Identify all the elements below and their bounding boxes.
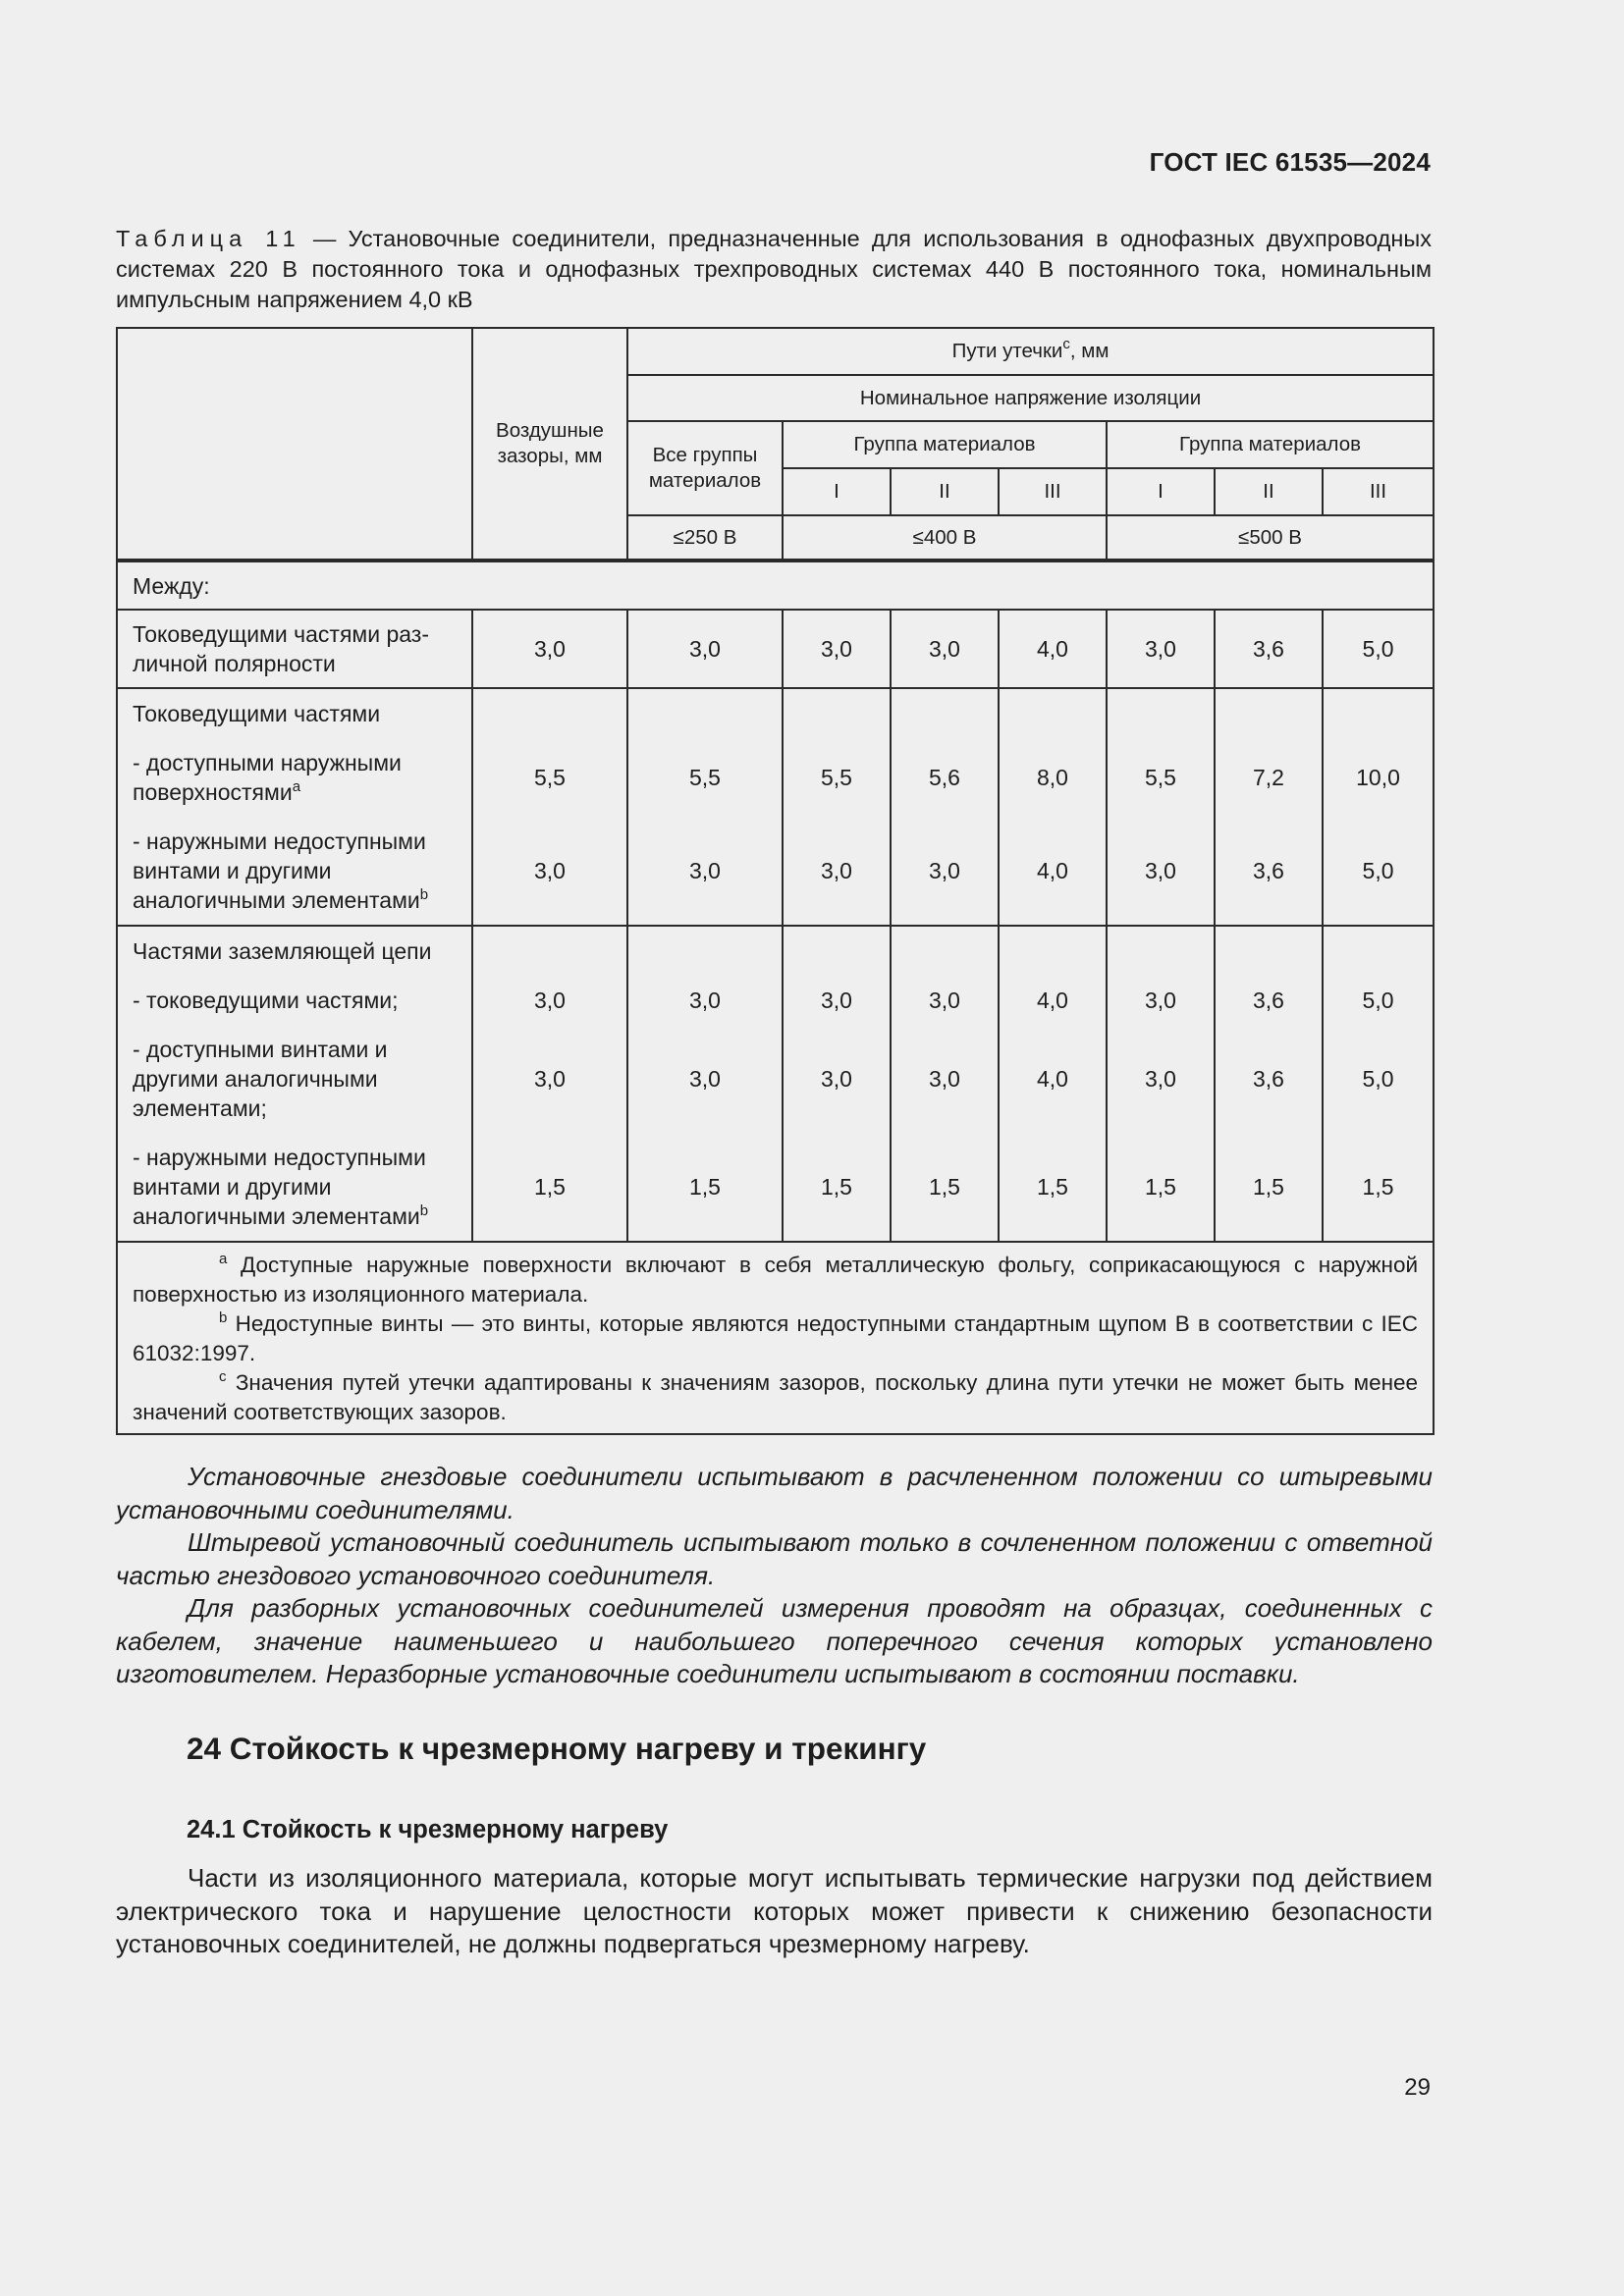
cell-value: 5,0 (1323, 610, 1434, 688)
header-roman-5: II (1215, 468, 1323, 515)
footnote-ref: b (419, 886, 429, 903)
cell-value: 3,0 (534, 858, 566, 883)
cell-value: 1,5 (1145, 1174, 1176, 1200)
value-stack (1107, 688, 1215, 926)
header-creepage-sup: c (1062, 336, 1070, 352)
row-label-polarity-l1: Токоведущими частями раз- (133, 621, 429, 647)
body-paragraph: Части из изоляционного материала, которые могут испытывать термические нагрузки под действием электрического тока и нарушение целостности которых может привести к снижению безопасности установочных соединителей, не должны подвергаться чрезмерному нагреву. (116, 1863, 1433, 1958)
cell-value: 3,6 (1253, 858, 1284, 883)
cell-value: 3,0 (821, 858, 852, 883)
header-creepage-unit: , мм (1069, 340, 1110, 362)
cell-value: 3,0 (929, 1066, 960, 1092)
cell-value: 3,0 (472, 610, 627, 688)
cell-value: 4,0 (1037, 1066, 1068, 1092)
sub-row-label-line: - наружными недоступными (133, 828, 426, 854)
value-stack (891, 688, 999, 926)
table-row-group (117, 926, 1434, 1242)
footnote-b (133, 1309, 1418, 1368)
sub-row-label-line: другими аналогичными (133, 1066, 378, 1092)
sub-row-label-line: поверхностями (133, 779, 293, 805)
value-stack (1215, 688, 1323, 926)
sub-row-label-line: винтами и другими (133, 1174, 332, 1200)
cell-value: 5,0 (1362, 1066, 1394, 1092)
cell-value: 4,0 (1037, 858, 1068, 883)
group-label-earthing (117, 926, 472, 1242)
body-text (116, 1862, 1433, 1961)
cell-value: 3,0 (783, 610, 891, 688)
footnote-a-text: Доступные наружные поверхности включают в себя металлическую фольгу, соприкасающуюся с наружной поверхностью из изоляционного материала. (133, 1253, 1419, 1307)
header-v250: ≤250 В (627, 515, 783, 561)
footnote-a (133, 1251, 1418, 1309)
cell-value: 1,5 (1037, 1174, 1068, 1200)
cell-value: 5,5 (689, 765, 721, 790)
row-label-polarity (117, 610, 472, 688)
header-roman-4: I (1107, 468, 1215, 515)
standard-code: ГОСТ IEC 61535—2024 (1149, 147, 1431, 177)
header-empty-cell (117, 328, 472, 561)
sub-row-label-line: винтами и другими (133, 858, 332, 883)
header-roman-1: I (783, 468, 891, 515)
table-caption (116, 224, 1432, 315)
cell-value: 3,0 (689, 1066, 721, 1092)
value-stack (1215, 926, 1323, 1242)
cell-value: 3,0 (1145, 1066, 1176, 1092)
group-heading: Токоведущими частями (133, 701, 381, 726)
header-creepage (627, 328, 1434, 375)
footnote-b-marker: b (219, 1309, 228, 1326)
sub-row-label (118, 1025, 471, 1133)
cell-value: 3,0 (891, 610, 999, 688)
header-all-groups-line1: Все группы (652, 444, 758, 466)
cell-value: 1,5 (689, 1174, 721, 1200)
footnote-a-marker: a (219, 1251, 228, 1267)
cell-value: 4,0 (999, 610, 1107, 688)
footnote-ref: b (419, 1202, 429, 1219)
cell-value: 3,6 (1253, 1066, 1284, 1092)
sub-row-label-line: - доступными винтами и (133, 1037, 388, 1062)
footnote-c-text: Значения путей утечки адаптированы к значениям зазоров, поскольку длина пути утечки не может быть менее значений соответствующих зазоров. (133, 1370, 1419, 1424)
value-stack (891, 926, 999, 1242)
cell-value: 3,0 (1145, 858, 1176, 883)
footnote-ref: a (292, 778, 301, 795)
value-stack (783, 688, 891, 926)
value-stack (783, 926, 891, 1242)
header-air-clearance (472, 328, 627, 561)
footnote-c (133, 1368, 1418, 1427)
cell-value: 5,5 (1145, 765, 1176, 790)
cell-value: 3,6 (1215, 610, 1323, 688)
header-material-group-2: Группа материалов (1107, 421, 1434, 468)
header-rated-insulation: Номинальное напряжение изоляции (627, 375, 1434, 421)
cell-value: 1,5 (929, 1174, 960, 1200)
value-stack (472, 688, 627, 926)
value-stack (627, 926, 783, 1242)
value-stack (1323, 926, 1434, 1242)
group-heading: Частями заземляющей цепи (133, 938, 432, 964)
cell-value: 3,0 (1145, 988, 1176, 1013)
table-row-group (117, 688, 1434, 926)
cell-value: 3,0 (821, 988, 852, 1013)
sub-row-label-line: аналогичными элементами (133, 887, 420, 913)
header-creepage-text: Пути утечки (951, 340, 1063, 362)
cell-value: 5,5 (534, 765, 566, 790)
italic-paragraph: Штыревой установочный соединитель испытывают только в сочлененном положении с ответной частью гнездового установочного соединителя. (116, 1527, 1433, 1590)
footnote-c-marker: c (219, 1368, 227, 1385)
table-caption-label: Таблица 11 (116, 226, 301, 251)
table-caption-text: — Установочные соединители, предназначенные для использования в однофазных двухпроводных системах 220 В постоянного тока и однофазных трехпроводных системах 440 В постоянного тока, номинальным импульсным напряжением 4,0 кВ (116, 226, 1432, 312)
value-stack (1107, 926, 1215, 1242)
sub-row-label-line: элементами; (133, 1095, 267, 1121)
cell-value: 3,6 (1253, 988, 1284, 1013)
cell-value: 4,0 (1037, 988, 1068, 1013)
cell-value: 5,6 (929, 765, 960, 790)
header-air-line2: зазоры, мм (497, 445, 603, 467)
sub-row-label (118, 817, 471, 925)
cell-value: 3,0 (689, 988, 721, 1013)
table-footnotes (117, 1242, 1434, 1434)
cell-value: 1,5 (534, 1174, 566, 1200)
header-air-line1: Воздушные (496, 419, 604, 442)
cell-value: 5,0 (1362, 858, 1394, 883)
header-roman-2: II (891, 468, 999, 515)
cell-value: 3,0 (534, 988, 566, 1013)
value-stack (627, 688, 783, 926)
cell-value: 3,0 (534, 1066, 566, 1092)
cell-value: 10,0 (1356, 765, 1400, 790)
sub-row-label (118, 1133, 471, 1241)
cell-value: 7,2 (1253, 765, 1284, 790)
cell-value: 8,0 (1037, 765, 1068, 790)
cell-value: 3,0 (929, 858, 960, 883)
cell-value: 5,5 (821, 765, 852, 790)
section-heading: 24 Стойкость к чрезмерному нагреву и трекингу (187, 1731, 927, 1766)
cell-value: 3,0 (1107, 610, 1215, 688)
header-v400: ≤400 В (783, 515, 1107, 561)
row-label-polarity-l2: личной полярности (133, 651, 336, 676)
sub-row-label-line: аналогичными элементами (133, 1203, 420, 1229)
value-stack (1323, 688, 1434, 926)
cell-value: 3,0 (929, 988, 960, 1013)
group-label-live-parts (117, 688, 472, 926)
header-roman-3: III (999, 468, 1107, 515)
value-stack (999, 688, 1107, 926)
header-roman-6: III (1323, 468, 1434, 515)
table-11 (116, 327, 1433, 1435)
header-all-groups (627, 421, 783, 515)
sub-row-label-line: - доступными наружными (133, 750, 402, 775)
cell-value: 1,5 (821, 1174, 852, 1200)
header-v500: ≤500 В (1107, 515, 1434, 561)
italic-paragraph: Для разборных установочных соединителей измерения проводят на образцах, соединенных с кабелем, значение наименьшего и наибольшего поперечного сечения которых установлено изготовителем. Неразборные установочные соединители испытывают в состоянии поставки. (116, 1593, 1433, 1688)
value-stack (999, 926, 1107, 1242)
row-between: Между: (117, 561, 1434, 610)
sub-row-label-line: - наружными недоступными (133, 1145, 426, 1170)
cell-value: 1,5 (1362, 1174, 1394, 1200)
italic-paragraph: Установочные гнездовые соединители испытывают в расчлененном положении со штыревыми установочными соединителями. (116, 1462, 1433, 1524)
cell-value: 3,0 (627, 610, 783, 688)
header-material-group-1: Группа материалов (783, 421, 1107, 468)
footnote-b-text: Недоступные винты — это винты, которые являются недоступными стандартным щупом В в соответствии с IEC 61032:1997. (133, 1311, 1419, 1365)
sub-row-label-line: - токоведущими частями; (133, 988, 399, 1013)
sub-row-label (118, 738, 471, 817)
value-stack (472, 926, 627, 1242)
cell-value: 3,0 (689, 858, 721, 883)
cell-value: 1,5 (1253, 1174, 1284, 1200)
italic-notes (116, 1461, 1433, 1691)
header-all-groups-line2: материалов (648, 469, 762, 492)
page-number: 29 (1404, 2074, 1431, 2101)
table-row (117, 610, 1434, 688)
cell-value: 5,0 (1362, 988, 1394, 1013)
subsection-heading: 24.1 Стойкость к чрезмерному нагреву (187, 1816, 669, 1843)
cell-value: 3,0 (821, 1066, 852, 1092)
